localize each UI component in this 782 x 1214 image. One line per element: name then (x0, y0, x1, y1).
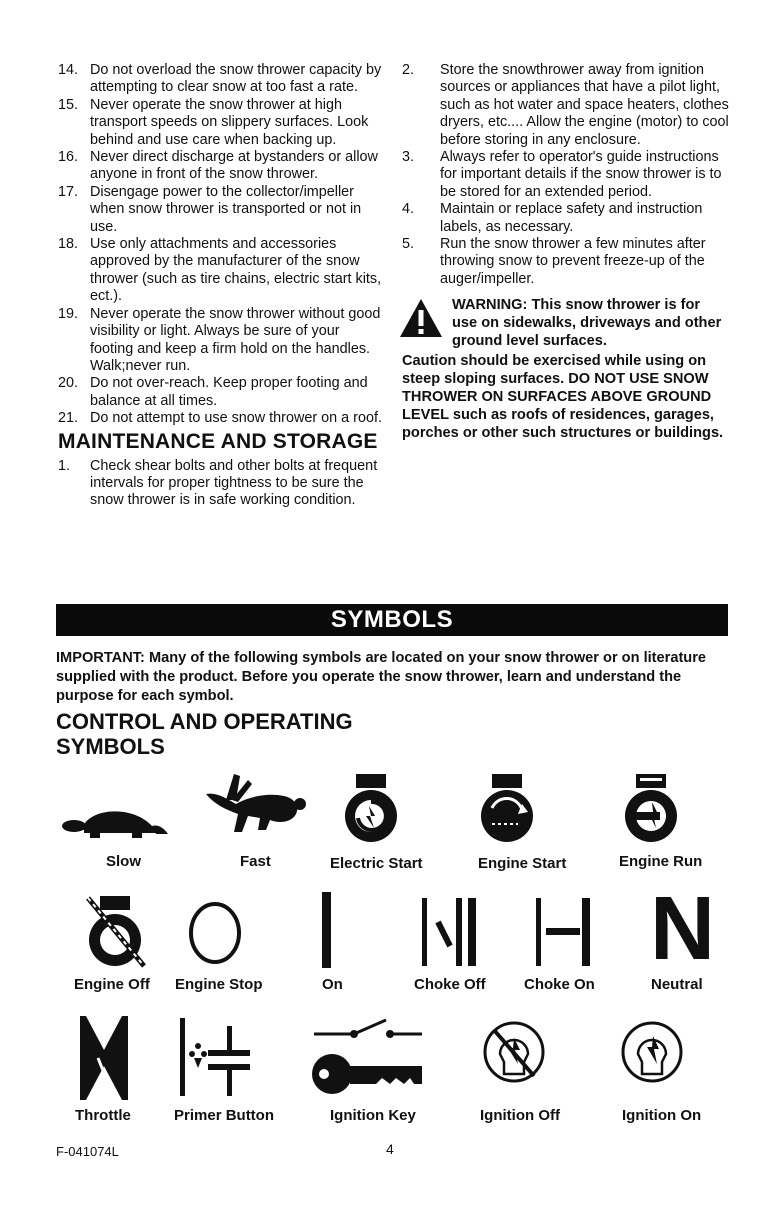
maintenance-list-continued (402, 62, 729, 288)
on-icon (318, 890, 338, 970)
list-item-text: Do not overload the snow thrower capacity by attempting to clear snow at too fast a rate. (90, 62, 382, 96)
choke-on-label: Choke On (524, 976, 595, 993)
list-item-text: Always refer to operator's guide instructions for important details if the snow thrower is to be stored for an extended period. (440, 149, 722, 200)
list-item: 15. Never operate the snow thrower at high transport speeds on slippery surfaces. Look behind and use care when backing up. (58, 96, 369, 148)
list-item: 5. Run the snow thrower a few minutes after throwing snow to prevent freeze-up of the auger/impeller. (402, 236, 706, 287)
list-item-text: Use only attachments and accessories approved by the manufacturer of the snow thrower (such as tire chains, electric start kits, ect.). (90, 236, 382, 305)
document-code: F-041074L (56, 1144, 119, 1159)
warning-block (402, 296, 729, 442)
ignition-off-label: Ignition Off (480, 1107, 560, 1124)
list-item: 16. Never direct discharge at bystanders or allow anyone in front of the snow thrower. (58, 149, 378, 183)
warning-header (402, 296, 729, 350)
important-note: IMPORTANT: Many of the following symbols are located on your snow thrower or on literature supplied with the product. Before you operate the snow thrower, learn and understand the purpose for each symbol. (56, 650, 707, 704)
list-item: 1. Check shear bolts and other bolts at frequent intervals for proper tightness to be sure the snow thrower is in safe working condition. (58, 457, 378, 509)
throttle-icon (78, 1014, 130, 1102)
neutral-icon: N (650, 879, 715, 979)
engine-start-icon (478, 772, 536, 844)
throttle-label: Throttle (75, 1107, 131, 1124)
list-item-text: Never operate the snow thrower without good visibility or light. Always be sure of your footing and keep a firm hold on the handles. Walk;never run. (90, 305, 381, 374)
neutral-label: Neutral (651, 976, 703, 993)
choke-on-icon (534, 896, 594, 968)
list-item: 4. Maintain or replace safety and instruction labels, as necessary. (402, 201, 703, 235)
turtle-icon (60, 796, 170, 846)
on-label: On (322, 976, 343, 993)
list-item-text: Never direct discharge at bystanders or allow anyone in front of the snow thrower. (90, 149, 378, 183)
ignition-on-label: Ignition On (622, 1107, 702, 1124)
ignition-off-icon (482, 1018, 546, 1092)
list-item: 2. Store the snowthrower away from ignition sources or appliances that have a pilot light, such as hot water and space heaters, clothes dryers, etc.... Allow the engine (motor) to cool before storing in any enclosure. (402, 62, 729, 148)
primer-button-icon (178, 1016, 254, 1100)
symbols-banner: SYMBOLS (56, 604, 728, 636)
list-item-text: Run the snow thrower a few minutes after throwing snow to prevent freeze-up of the auger/impeller. (440, 236, 706, 287)
page-number: 4 (386, 1141, 394, 1157)
ignition-on-icon (620, 1018, 684, 1092)
maintenance-list (58, 458, 383, 510)
control-symbols-heading (56, 709, 456, 759)
list-item: 20. Do not over-reach. Keep proper footing and balance at all times. (58, 375, 368, 409)
list-item-text: Do not over-reach. Keep proper footing and balance at all times. (90, 375, 368, 409)
control-heading-line1: CONTROL AND OPERATING (56, 709, 353, 734)
list-item-text: Store the snowthrower away from ignition sources or appliances that have a pilot light, such as hot water and space heaters, clothes dryers, etc.... Allow the engine (motor) to cool before storing in any enclosure. (440, 62, 729, 148)
left-column (58, 62, 383, 510)
maintenance-heading: MAINTENANCE AND STORAGE (58, 429, 378, 453)
list-item: 3. Always refer to operator's guide instructions for important details if the snow thrower is to be stored for an extended period. (402, 149, 722, 200)
fast-label: Fast (240, 853, 271, 870)
rabbit-icon (196, 770, 306, 840)
ignition-key-label: Ignition Key (330, 1107, 416, 1124)
electric-start-icon (342, 772, 400, 844)
choke-off-label: Choke Off (414, 976, 486, 993)
warning-text: WARNING: This snow thrower is for use on sidewalks, driveways and other ground level surfaces. (452, 297, 722, 350)
engine-off-icon (84, 892, 148, 972)
engine-stop-icon (185, 900, 245, 966)
choke-off-icon (420, 896, 478, 968)
list-item: 18. Use only attachments and accessories approved by the manufacturer of the snow thrower (such as tire chains, electric start kits, ect.). (58, 236, 382, 305)
list-item-text: Check shear bolts and other bolts at frequent intervals for proper tightness to be sure the snow thrower is in safe working condition. (90, 457, 378, 509)
list-item: 19. Never operate the snow thrower without good visibility or light. Always be sure of your footing and keep a firm hold on the handles. Walk;never run. (58, 305, 381, 374)
primer-button-label: Primer Button (174, 1107, 275, 1124)
list-item: 21. Do not attempt to use snow thrower on a roof. (58, 410, 382, 427)
list-item: 17. Disengage power to the collector/impeller when snow thrower is transported or not in use. (58, 183, 362, 235)
warning-triangle-icon (398, 297, 444, 339)
engine-run-icon (622, 772, 680, 844)
list-item-text: Never operate the snow thrower at high transport speeds on slippery surfaces. Look behind and use care when backing up. (90, 96, 369, 148)
electric-start-label: Electric Start (330, 855, 423, 872)
safety-rules-list (58, 62, 383, 428)
control-heading-line2: SYMBOLS (56, 734, 165, 759)
list-item-text: Do not attempt to use snow thrower on a roof. (90, 410, 382, 427)
right-column (402, 62, 729, 442)
ignition-key-icon (310, 1014, 426, 1098)
list-item: 14. Do not overload the snow thrower capacity by attempting to clear snow at too fast a rate. (58, 62, 382, 96)
list-item-text: Maintain or replace safety and instruction labels, as necessary. (440, 201, 703, 235)
engine-start-label: Engine Start (478, 855, 567, 872)
list-item-text: Disengage power to the collector/impeller when snow thrower is transported or not in use. (90, 183, 362, 235)
engine-off-label: Engine Off (74, 976, 150, 993)
warning-body: Caution should be exercised while using on steep sloping surfaces. DO NOT USE SNOW THROWER ON SURFACES ABOVE GROUND LEVEL such as roofs of residences, garages, porches or other such structures or buildings. (402, 353, 724, 442)
slow-label: Slow (106, 853, 142, 870)
engine-stop-label: Engine Stop (175, 976, 263, 993)
engine-run-label: Engine Run (619, 853, 703, 870)
